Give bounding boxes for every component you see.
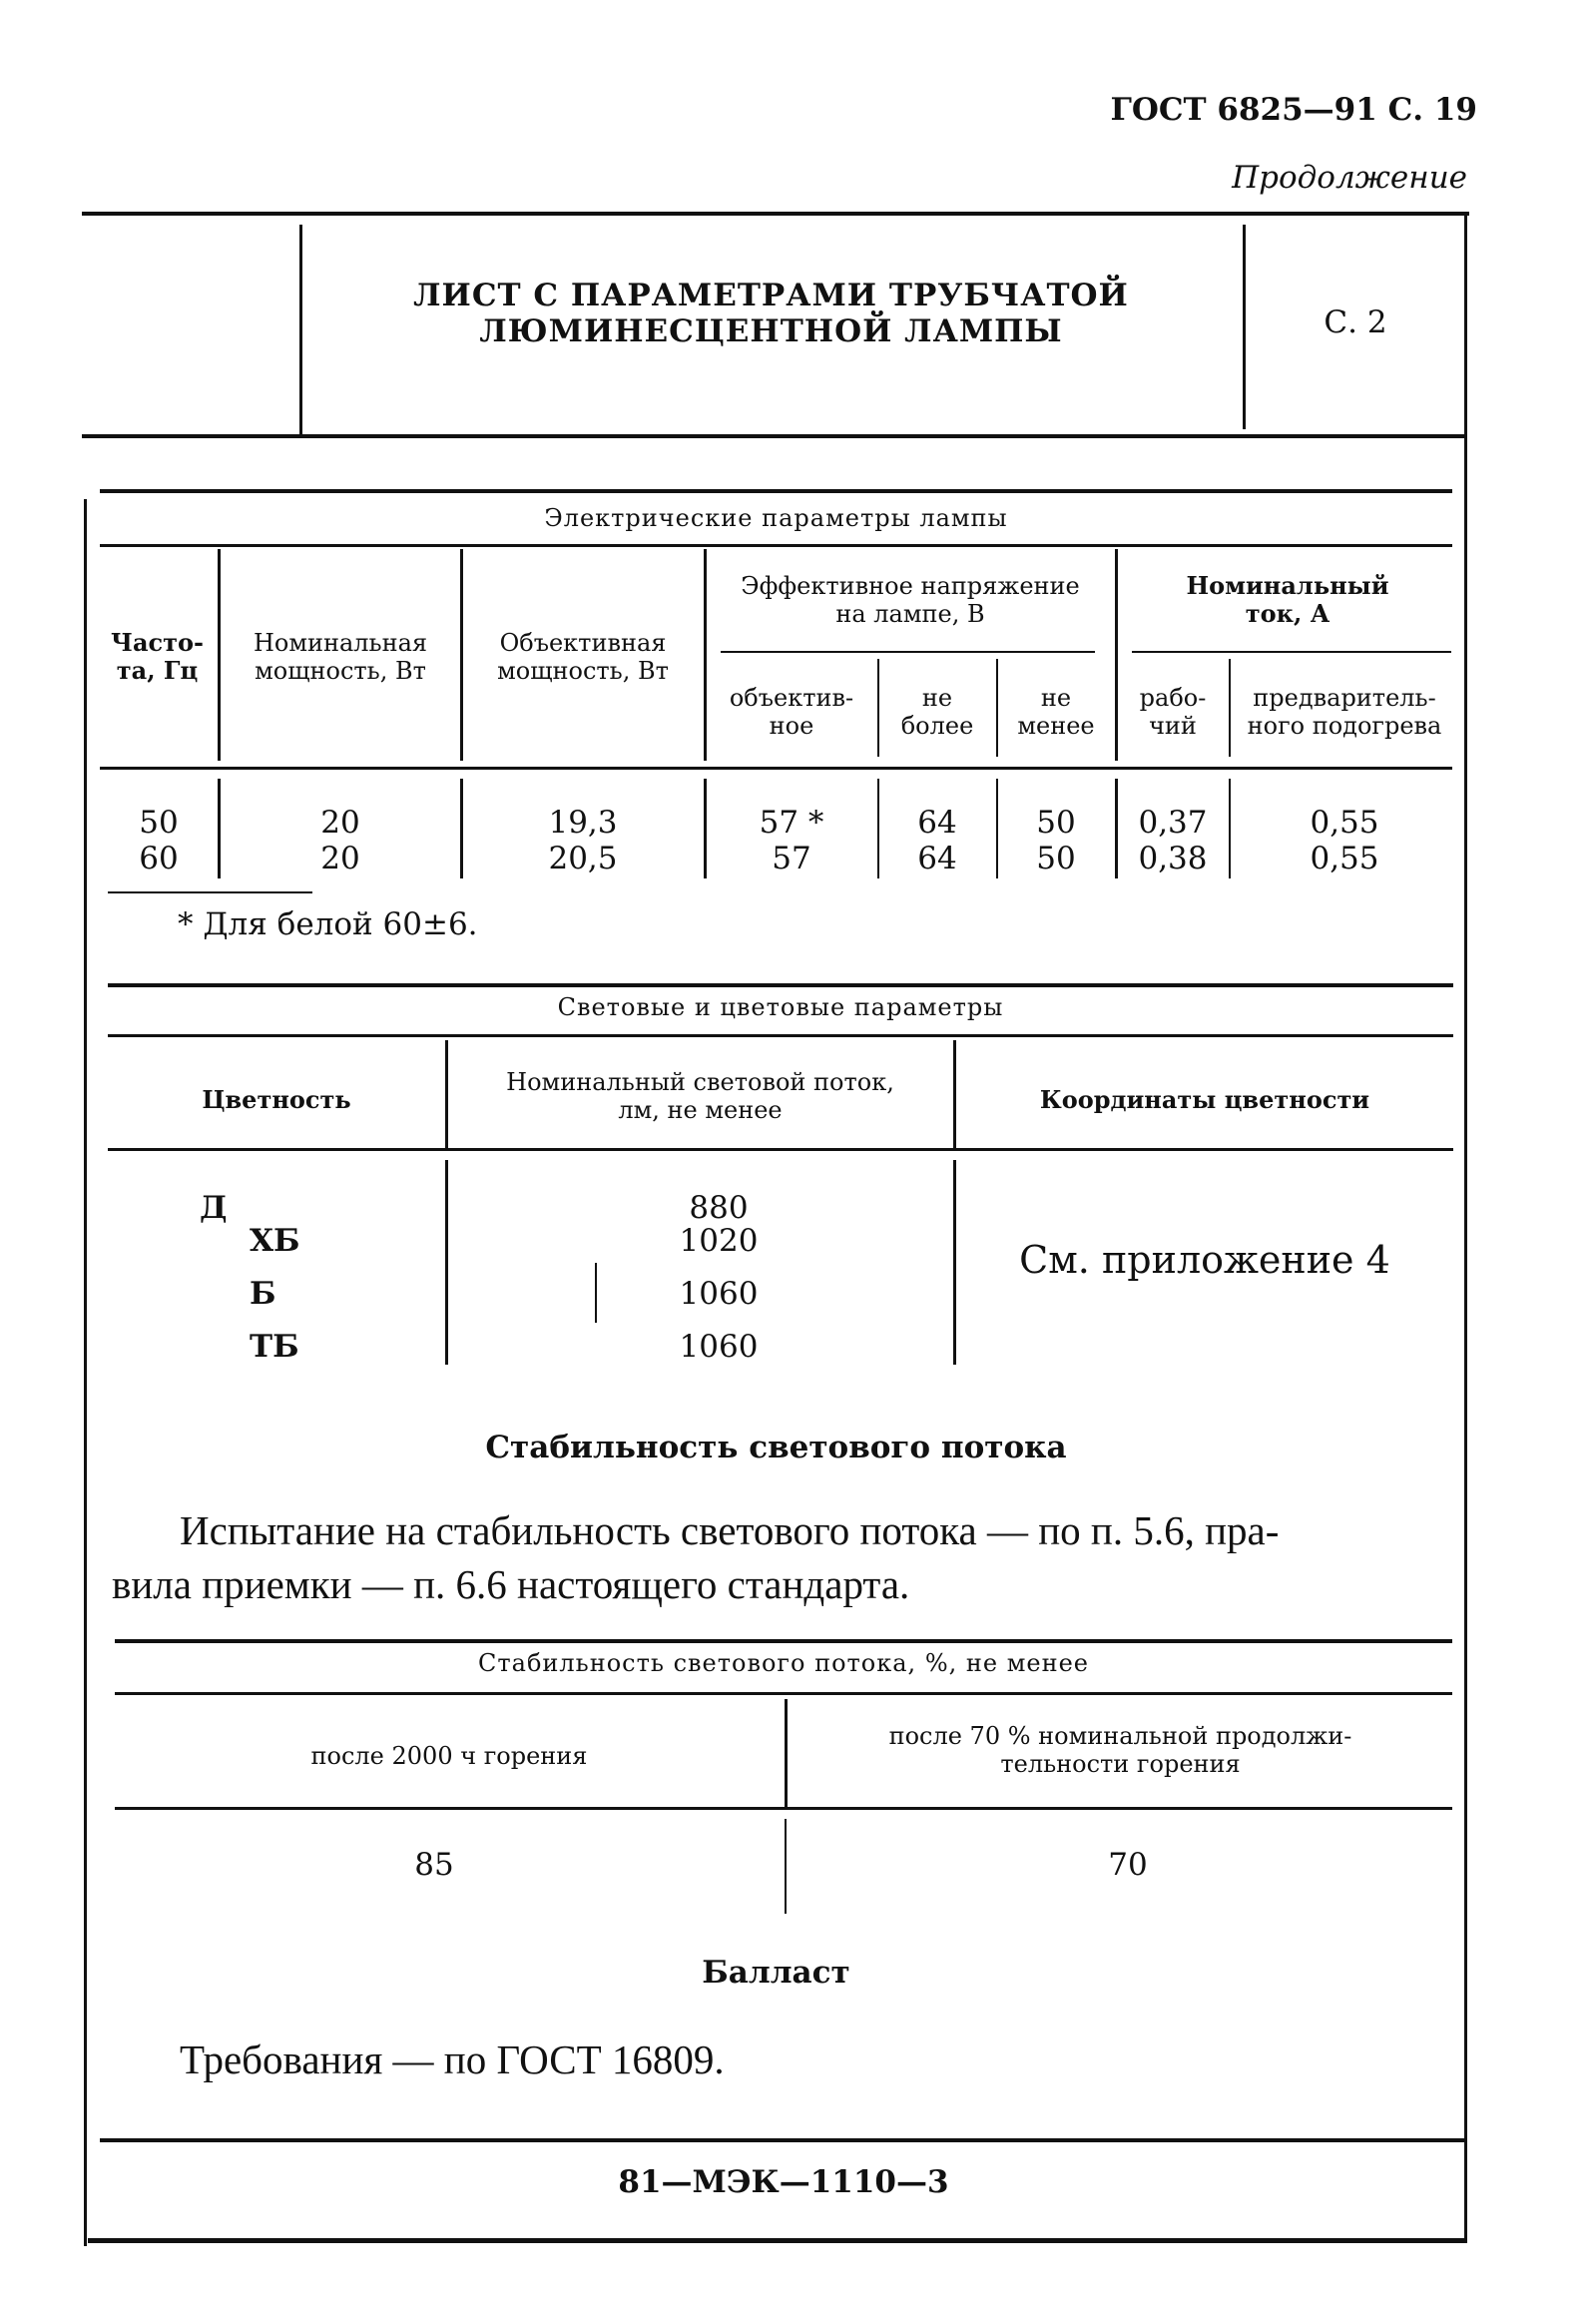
el-row1-volt-max: 64: [917, 805, 957, 841]
stab-header-bottom-rule: [115, 1807, 1452, 1810]
col-header-volt-min: не менее: [1017, 684, 1095, 740]
flux-tb: 1060: [679, 1329, 759, 1365]
stab-table-caption: Стабильность светового потока, %, не менее: [478, 1649, 1089, 1677]
el-row1-volt-min: 50: [1036, 805, 1076, 841]
el-col-divider-2: [460, 549, 463, 761]
continuation-label: Продолжение: [1232, 160, 1467, 196]
flux-d: 880: [689, 1190, 749, 1226]
col-header-nominal-power: Номинальная мощность, Вт: [253, 629, 428, 685]
frame-right-line: [1464, 212, 1467, 2240]
el-row2-volt-obj: 57: [772, 841, 811, 876]
el-row1-cur-work: 0,37: [1138, 805, 1208, 841]
color-d: Д: [200, 1190, 228, 1226]
stability-paragraph: [112, 1503, 1459, 1611]
el-row1-power: 20: [320, 805, 360, 841]
footer-code: 81—МЭК—1110—3: [618, 2164, 949, 2200]
col-header-current-group: Номинальный ток, А: [1186, 571, 1389, 628]
electrical-caption: Электрические параметры лампы: [544, 504, 1008, 532]
light-header-bottom-rule: [108, 1148, 1453, 1151]
el-row1-volt-obj: 57 *: [759, 805, 824, 841]
light-data-divider-1: [445, 1160, 448, 1365]
stability-heading: Стабильность светового потока: [485, 1430, 1067, 1465]
stab-col-divider: [785, 1699, 788, 1807]
footer-rule: [100, 2138, 1467, 2142]
stability-paragraph-line2: вила приемки — п. 6.6 настоящего стандарта.: [112, 1561, 910, 1607]
color-khb: ХБ: [250, 1223, 300, 1259]
col-header-flux: Номинальный световой поток, лм, не менее: [506, 1068, 894, 1124]
el-col-divider-1: [218, 549, 221, 761]
el-row2-volt-max: 64: [917, 841, 957, 876]
col-header-coords: Координаты цветности: [1039, 1085, 1370, 1114]
value-after-70pct: 70: [1108, 1847, 1148, 1883]
stab-table-top-rule: [115, 1639, 1452, 1643]
sheet-number: С. 2: [1324, 304, 1387, 340]
ballast-heading: Балласт: [702, 1955, 850, 1991]
el-row2-cur-work: 0,38: [1138, 841, 1208, 876]
col-header-after-70pct: после 70 % номинальной продолжи- тельности горения: [888, 1722, 1352, 1778]
ballast-text: Требования — по ГОСТ 16809.: [180, 2036, 725, 2082]
col-header-frequency: Часто- та, Гц: [111, 628, 204, 685]
frame-top-line: [82, 212, 1469, 216]
stability-paragraph-line1: Испытание на стабильность светового потока — по п. 5.6, пра-: [180, 1507, 1280, 1553]
electrical-top-rule: [100, 489, 1452, 493]
el-header-bottom-rule: [100, 767, 1452, 770]
col-header-objective-power: Объективная мощность, Вт: [497, 629, 669, 685]
electrical-footnote: * Для белой 60±6.: [178, 906, 478, 942]
title-bottom-line: [82, 434, 1467, 438]
color-tb: ТБ: [250, 1329, 299, 1365]
col-header-color: Цветность: [202, 1085, 351, 1114]
el-row2-volt-min: 50: [1036, 841, 1076, 876]
col-header-current-preheat: предваритель- ного подогрева: [1247, 684, 1442, 740]
stab-table-caption-rule: [115, 1692, 1452, 1695]
electrical-caption-rule: [100, 544, 1452, 547]
lamp-sheet-title-line1: ЛИСТ С ПАРАМЕТРАМИ ТРУБЧАТОЙ: [413, 278, 1129, 313]
flux-b: 1060: [679, 1276, 759, 1312]
color-b: Б: [250, 1276, 276, 1312]
footnote-rule: [108, 891, 312, 893]
col-header-voltage-group: Эффективное напряжение на лампе, В: [741, 572, 1080, 628]
value-after-2000h: 85: [414, 1847, 454, 1883]
frame-bottom-line: [88, 2238, 1467, 2243]
el-row1-obj-power: 19,3: [548, 805, 618, 841]
light-caption: Световые и цветовые параметры: [557, 993, 1004, 1021]
el-row2-power: 20: [320, 841, 360, 876]
el-voltage-subrule: [721, 651, 1095, 653]
el-current-subrule: [1132, 651, 1451, 653]
col-header-volt-max: не более: [900, 684, 974, 740]
lamp-sheet-title-line2: ЛЮМИНЕСЦЕНТНОЙ ЛАМПЫ: [479, 313, 1063, 349]
light-top-rule: [108, 983, 1453, 987]
col-header-volt-objective: объектив- ное: [729, 684, 854, 740]
stab-data-divider: [785, 1819, 787, 1914]
el-row1-cur-preheat: 0,55: [1310, 805, 1379, 841]
el-row2-freq: 60: [139, 841, 179, 876]
frame-left-line: [84, 499, 87, 2246]
el-row1-freq: 50: [139, 805, 179, 841]
col-header-after-2000h: после 2000 ч горения: [310, 1742, 588, 1770]
light-caption-rule: [108, 1034, 1453, 1037]
el-row2-cur-preheat: 0,55: [1310, 841, 1379, 876]
standard-page-number: ГОСТ 6825—91 С. 19: [1110, 92, 1477, 128]
el-row2-obj-power: 20,5: [548, 841, 618, 876]
flux-khb: 1020: [679, 1223, 759, 1259]
col-header-current-working: рабо- чий: [1139, 684, 1207, 740]
lamp-sheet-title: [299, 278, 1243, 349]
light-data-divider-mid: [595, 1263, 597, 1323]
coords-value: См. приложение 4: [1019, 1238, 1390, 1282]
